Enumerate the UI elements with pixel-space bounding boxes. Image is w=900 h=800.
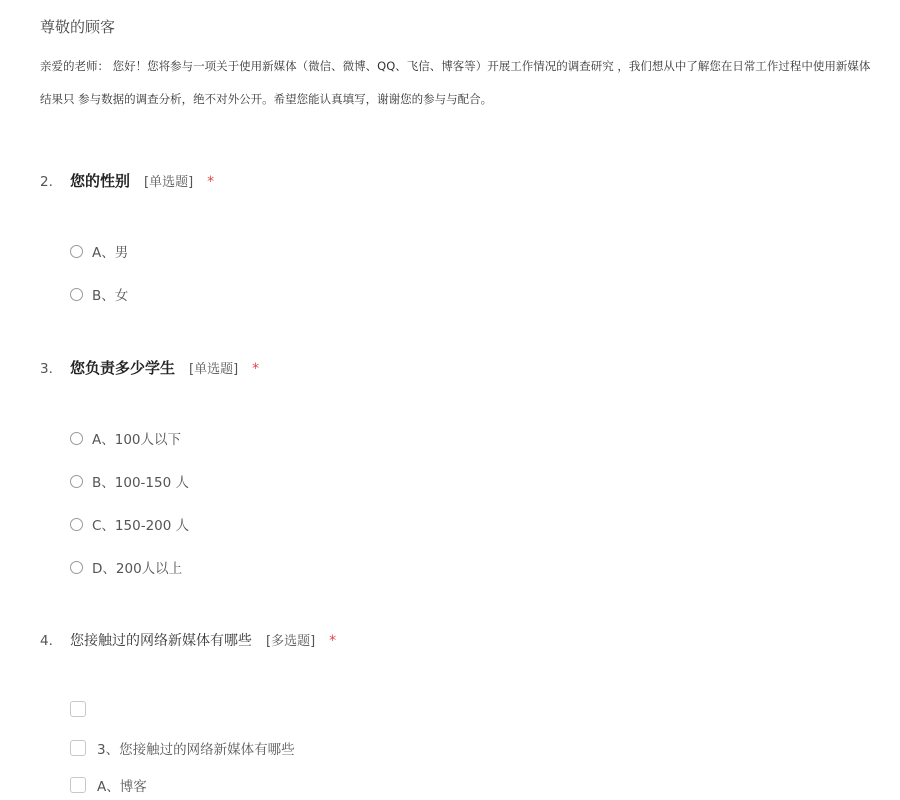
question-type-label: [单选题] bbox=[189, 362, 239, 377]
radio-button[interactable] bbox=[70, 245, 83, 258]
question-number: 2. bbox=[40, 174, 53, 190]
question-number: 4. bbox=[40, 633, 53, 649]
option-label: A、男 bbox=[92, 245, 129, 261]
checkbox-option-blog[interactable] bbox=[70, 775, 147, 795]
checkbox[interactable] bbox=[70, 740, 86, 756]
checkbox[interactable] bbox=[70, 701, 86, 717]
question-3-header bbox=[40, 357, 259, 378]
checkbox-option-media-question[interactable] bbox=[70, 738, 295, 758]
option-label: A、100人以下 bbox=[92, 432, 182, 448]
radio-button[interactable] bbox=[70, 475, 83, 488]
option-label: A、博客 bbox=[97, 779, 147, 795]
question-2-header bbox=[40, 170, 214, 191]
radio-button[interactable] bbox=[70, 561, 83, 574]
required-asterisk: * bbox=[329, 633, 337, 649]
radio-option-100-150[interactable] bbox=[70, 471, 189, 491]
question-number: 3. bbox=[40, 361, 53, 377]
option-label: B、100-150 人 bbox=[92, 475, 189, 491]
radio-option-over-200[interactable] bbox=[70, 557, 182, 577]
question-title: 您的性别 bbox=[70, 172, 131, 190]
question-4-header bbox=[40, 630, 336, 650]
option-label: C、150-200 人 bbox=[92, 518, 190, 534]
radio-button[interactable] bbox=[70, 432, 83, 445]
required-asterisk: * bbox=[207, 174, 215, 190]
question-title: 您接触过的网络新媒体有哪些 bbox=[70, 633, 252, 649]
radio-option-female[interactable] bbox=[70, 284, 128, 304]
radio-button[interactable] bbox=[70, 518, 83, 531]
option-label: 3、您接触过的网络新媒体有哪些 bbox=[97, 742, 295, 758]
option-label: D、200人以上 bbox=[92, 561, 183, 577]
intro-text-line-2: 结果只 参与数据的调查分析，绝不对外公开。希望您能认真填写，谢谢您的参与与配合。 bbox=[40, 92, 493, 106]
radio-option-150-200[interactable] bbox=[70, 514, 189, 534]
option-label: B、女 bbox=[92, 288, 129, 304]
checkbox-option-empty[interactable] bbox=[70, 701, 97, 717]
question-title: 您负责多少学生 bbox=[70, 359, 176, 377]
intro-text-line-1: 亲爱的老师： 您好！您将参与一项关于使用新媒体（微信、微博、QQ、飞信、博客等）开展工作情况的调查研究 ，我们想从中了解您在日常工作过程中使用新媒体 bbox=[40, 59, 871, 73]
radio-option-under-100[interactable] bbox=[70, 428, 181, 448]
radio-button[interactable] bbox=[70, 288, 83, 301]
radio-option-male[interactable] bbox=[70, 241, 128, 261]
question-type-label: [单选题] bbox=[144, 175, 194, 190]
question-type-label: [多选题] bbox=[266, 634, 316, 649]
checkbox[interactable] bbox=[70, 777, 86, 793]
survey-greeting: 尊敬的顾客 bbox=[40, 18, 116, 36]
required-asterisk: * bbox=[252, 361, 260, 377]
